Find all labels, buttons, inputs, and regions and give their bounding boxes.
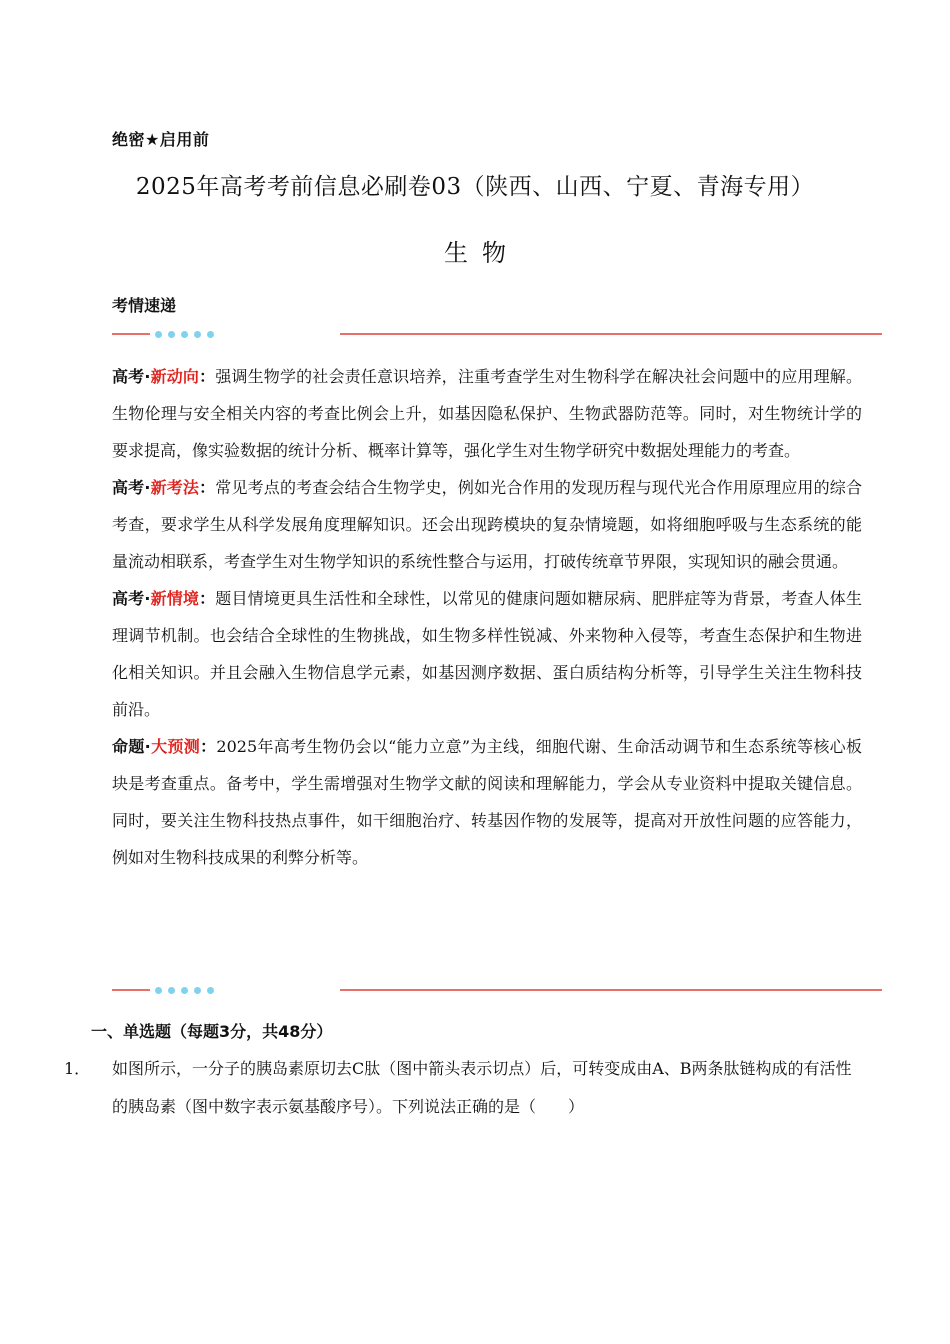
divider-bottom [112, 983, 882, 997]
paragraph-tag-highlight: 新动向 [150, 367, 200, 386]
paragraph-tag-highlight: 新考法 [150, 478, 200, 497]
divider-dot [207, 331, 214, 338]
paragraph-tag-prefix: 命题· [112, 737, 151, 756]
divider-dot [155, 331, 162, 338]
paragraph-tag-highlight: 大预测 [150, 737, 201, 756]
divider-dot [194, 987, 201, 994]
paragraph-tag-prefix: 高考· [112, 367, 151, 386]
paragraph-text: 强调生物学的社会责任意识培养，注重考查学生对生物科学在解决社会问题中的应用理解。生物伦理与安全相关内容的考查比例会上升，如基因隐私保护、生物武器防范等。同时，对生物统计学的要求提高，像实验数据的统计分析、概率计算等，强化学生对生物学研究中数据处理能力的考查。 [112, 367, 862, 460]
overview-paragraph [112, 580, 862, 728]
paragraph-tag-prefix: 高考· [112, 478, 151, 497]
question-section-heading: 一、单选题（每题3分，共48分） [91, 1022, 333, 1041]
paragraph-tag-highlight: 新情境 [150, 589, 200, 608]
paragraph-tag-prefix: 高考· [112, 589, 151, 608]
paragraph-text: 2025年高考生物仍会以“能力立意”为主线，细胞代谢、生命活动调节和生态系统等核心板块是考查重点。备考中，学生需增强对生物学文献的阅读和理解能力，学会从专业资料中提取关键信息。同时，要关注生物科技热点事件，如干细胞治疗、转基因作物的发展等，提高对开放性问题的应答能力，例如对生物科技成果的利弊分析等。 [112, 737, 862, 867]
divider-dot [181, 331, 188, 338]
exam-title: 2025年高考考前信息必刷卷03（陕西、山西、宁夏、青海专用） [135, 174, 815, 200]
overview-paragraph [112, 469, 862, 580]
paragraph-text: 常见考点的考查会结合生物学史，例如光合作用的发现历程与现代光合作用原理应用的综合考查，要求学生从科学发展角度理解知识。还会出现跨模块的复杂情境题，如将细胞呼吸与生态系统的能量流动相联系，考查学生对生物学知识的系统性整合与运用，打破传统章节界限，实现知识的融会贯通。 [112, 478, 862, 571]
paragraph-tag-suffix: ： [199, 478, 216, 497]
divider-dots [155, 328, 214, 338]
section-label: 考情速递 [112, 296, 177, 315]
divider-dot [168, 331, 175, 338]
divider-line-right [340, 333, 882, 335]
paragraph-tag-suffix: ： [200, 737, 217, 756]
divider-dot [181, 987, 188, 994]
question-paragraph [64, 1050, 864, 1126]
divider-dots [155, 984, 214, 994]
question-item [64, 1050, 864, 1126]
divider-dot [194, 331, 201, 338]
divider-dot [168, 987, 175, 994]
paragraph-tag-suffix: ： [199, 589, 216, 608]
divider-dot [207, 987, 214, 994]
subject-title: 生物 [444, 239, 520, 267]
divider-top [112, 327, 882, 341]
question-text: 如图所示，一分子的胰岛素原切去C肽（图中箭头表示切点）后，可转变成由A、B两条肽链构成的有活性的胰岛素（图中数字表示氨基酸序号）。下列说法正确的是（ ） [112, 1059, 852, 1116]
divider-line-left [112, 333, 150, 335]
overview-paragraph [112, 728, 862, 876]
overview-paragraph [112, 358, 862, 469]
paragraph-tag-suffix: ： [199, 367, 216, 386]
divider-dot [155, 987, 162, 994]
question-number: 1． [64, 1059, 91, 1078]
exam-overview [112, 358, 862, 876]
secret-mark: 绝密★启用前 [112, 130, 210, 149]
divider-line-right [340, 989, 882, 991]
divider-line-left [112, 989, 150, 991]
paragraph-text: 题目情境更具生活性和全球性，以常见的健康问题如糖尿病、肥胖症等为背景，考查人体生理调节机制。也会结合全球性的生物挑战，如生物多样性锐减、外来物种入侵等，考查生态保护和生物进化相关知识。并且会融入生物信息学元素，如基因测序数据、蛋白质结构分析等，引导学生关注生物科技前沿。 [112, 589, 862, 719]
